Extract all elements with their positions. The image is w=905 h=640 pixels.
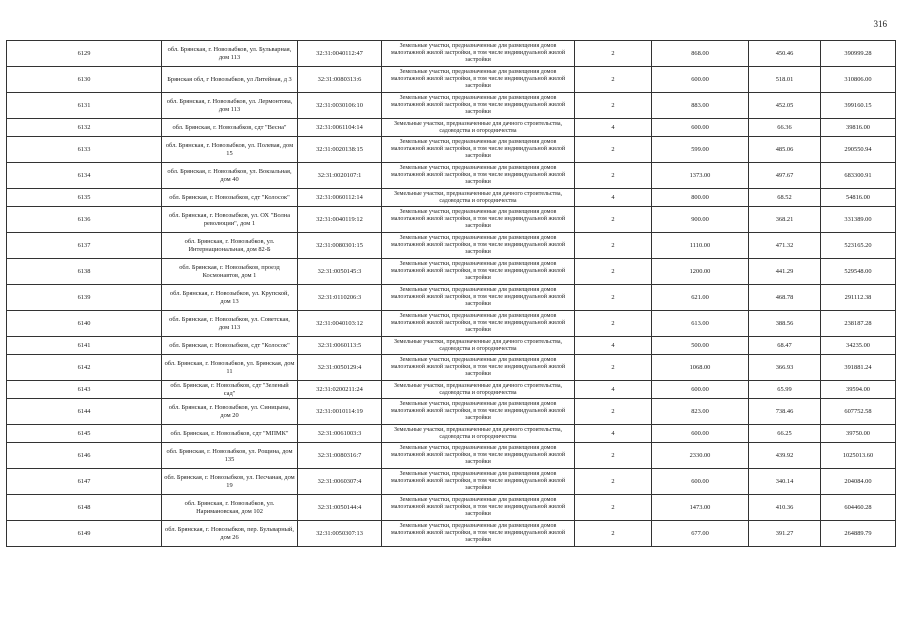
- cell-cadastral-value: 54816.00: [821, 189, 896, 207]
- cell-row-number: 6147: [7, 469, 162, 495]
- cell-address: обл. Брянская, г. Новозыбков, сдт "Колосок": [162, 337, 298, 355]
- cell-row-number: 6135: [7, 189, 162, 207]
- cell-row-number: 6136: [7, 207, 162, 233]
- table-row: [7, 337, 896, 355]
- cell-address: обл. Брянская, г. Новозыбков, ул. Крупской, дом 13: [162, 285, 298, 311]
- cell-cadastral-number: 32:31:0040103:12: [298, 311, 382, 337]
- cell-cadastral-number: 32:31:0050307:13: [298, 521, 382, 547]
- cell-land-use: Земельные участки, предназначенные для размещения домов малоэтажной жилой застройки, в том числе индивидуальной жилой застройки: [382, 259, 575, 285]
- cell-cadastral-value: 399160.15: [821, 93, 896, 119]
- cell-land-use: Земельные участки, предназначенные для дачного строительства, садоводства и огородничества: [382, 189, 575, 207]
- cell-cadastral-number: 32:31:0040112:47: [298, 41, 382, 67]
- cell-area: 1200.00: [652, 259, 749, 285]
- cell-address: обл. Брянская, г. Новозыбков, сдт "МПМК": [162, 425, 298, 443]
- cell-land-use: Земельные участки, предназначенные для размещения домов малоэтажной жилой застройки, в том числе индивидуальной жилой застройки: [382, 469, 575, 495]
- cell-area: 1473.00: [652, 495, 749, 521]
- cell-area: 599.00: [652, 137, 749, 163]
- cell-address: обл. Брянская, г. Новозыбков, сдт "Колосок": [162, 189, 298, 207]
- table-row: [7, 137, 896, 163]
- cell-land-use: Земельные участки, предназначенные для размещения домов малоэтажной жилой застройки, в том числе индивидуальной жилой застройки: [382, 521, 575, 547]
- cell-cadastral-value: 39750.00: [821, 425, 896, 443]
- cell-address: обл. Брянская, г. Новозыбков, ул. Бульварная, дом 113: [162, 41, 298, 67]
- cell-row-number: 6149: [7, 521, 162, 547]
- table-row: [7, 521, 896, 547]
- table-row: [7, 381, 896, 399]
- cell-row-number: 6142: [7, 355, 162, 381]
- cell-row-number: 6140: [7, 311, 162, 337]
- cell-group: 2: [575, 355, 652, 381]
- cell-row-number: 6138: [7, 259, 162, 285]
- table-row: [7, 425, 896, 443]
- cell-specific-value: 497.67: [749, 163, 821, 189]
- cell-group: 2: [575, 285, 652, 311]
- cell-address: обл. Брянская, г. Новозыбков, ул. Брянская, дом 11: [162, 355, 298, 381]
- cell-group: 2: [575, 259, 652, 285]
- cell-group: 2: [575, 311, 652, 337]
- cell-area: 600.00: [652, 469, 749, 495]
- table-body: [7, 41, 896, 547]
- cell-area: 500.00: [652, 337, 749, 355]
- cell-row-number: 6132: [7, 119, 162, 137]
- cell-row-number: 6143: [7, 381, 162, 399]
- cell-row-number: 6139: [7, 285, 162, 311]
- cell-address: обл. Брянская, г. Новозыбков, ул. Лермонтова, дом 113: [162, 93, 298, 119]
- cell-cadastral-number: 32:31:0061003:3: [298, 425, 382, 443]
- cell-group: 4: [575, 425, 652, 443]
- cell-row-number: 6146: [7, 443, 162, 469]
- cell-land-use: Земельные участки, предназначенные для размещения домов малоэтажной жилой застройки, в том числе индивидуальной жилой застройки: [382, 311, 575, 337]
- table-row: [7, 163, 896, 189]
- cell-land-use: Земельные участки, предназначенные для размещения домов малоэтажной жилой застройки, в том числе индивидуальной жилой застройки: [382, 41, 575, 67]
- cell-specific-value: 485.06: [749, 137, 821, 163]
- cell-group: 2: [575, 163, 652, 189]
- table-row: [7, 93, 896, 119]
- cell-specific-value: 391.27: [749, 521, 821, 547]
- cell-address: обл. Брянская, г. Новозыбков, пер. Бульварный, дом 26: [162, 521, 298, 547]
- cell-area: 621.00: [652, 285, 749, 311]
- cell-address: обл. Брянская, г. Новозыбков, ул. Полевая, дом 15: [162, 137, 298, 163]
- table-row: [7, 259, 896, 285]
- cell-address: обл. Брянская, г. Новозыбков, ул. Рощина, дом 135: [162, 443, 298, 469]
- cell-cadastral-number: 32:31:0050129:4: [298, 355, 382, 381]
- cell-land-use: Земельные участки, предназначенные для дачного строительства, садоводства и огородничества: [382, 425, 575, 443]
- cell-cadastral-value: 238187.28: [821, 311, 896, 337]
- cell-group: 2: [575, 41, 652, 67]
- cell-group: 2: [575, 233, 652, 259]
- cell-row-number: 6133: [7, 137, 162, 163]
- cell-area: 600.00: [652, 381, 749, 399]
- cell-row-number: 6131: [7, 93, 162, 119]
- cell-group: 2: [575, 207, 652, 233]
- cell-land-use: Земельные участки, предназначенные для размещения домов малоэтажной жилой застройки, в том числе индивидуальной жилой застройки: [382, 67, 575, 93]
- cell-land-use: Земельные участки, предназначенные для размещения домов малоэтажной жилой застройки, в том числе индивидуальной жилой застройки: [382, 163, 575, 189]
- cell-area: 1110.00: [652, 233, 749, 259]
- cell-cadastral-number: 32:31:0060307:4: [298, 469, 382, 495]
- cell-specific-value: 340.14: [749, 469, 821, 495]
- table-row: [7, 285, 896, 311]
- table-row: [7, 189, 896, 207]
- cell-area: 900.00: [652, 207, 749, 233]
- cell-area: 1068.00: [652, 355, 749, 381]
- cell-specific-value: 66.36: [749, 119, 821, 137]
- cell-group: 4: [575, 119, 652, 137]
- cell-land-use: Земельные участки, предназначенные для размещения домов малоэтажной жилой застройки, в том числе индивидуальной жилой застройки: [382, 495, 575, 521]
- cell-group: 2: [575, 521, 652, 547]
- cell-cadastral-number: 32:31:0020107:1: [298, 163, 382, 189]
- cell-cadastral-value: 39816.00: [821, 119, 896, 137]
- cell-group: 2: [575, 93, 652, 119]
- cell-group: 4: [575, 381, 652, 399]
- cell-specific-value: 471.32: [749, 233, 821, 259]
- cell-cadastral-value: 523165.20: [821, 233, 896, 259]
- cell-cadastral-value: 529548.00: [821, 259, 896, 285]
- cell-land-use: Земельные участки, предназначенные для размещения домов малоэтажной жилой застройки, в том числе индивидуальной жилой застройки: [382, 355, 575, 381]
- cell-row-number: 6137: [7, 233, 162, 259]
- table-row: [7, 495, 896, 521]
- cell-cadastral-value: 204084.00: [821, 469, 896, 495]
- cell-cadastral-value: 607752.58: [821, 399, 896, 425]
- cell-cadastral-value: 291112.38: [821, 285, 896, 311]
- table-row: [7, 469, 896, 495]
- cell-cadastral-number: 32:31:0010114:19: [298, 399, 382, 425]
- cell-specific-value: 450.46: [749, 41, 821, 67]
- cell-row-number: 6144: [7, 399, 162, 425]
- table-row: [7, 119, 896, 137]
- cell-area: 1373.00: [652, 163, 749, 189]
- cell-specific-value: 68.52: [749, 189, 821, 207]
- table-row: [7, 233, 896, 259]
- cell-address: обл. Брянская, г. Новозыбков, ул. Песчаная, дом 19: [162, 469, 298, 495]
- cell-cadastral-number: 32:31:0030106:10: [298, 93, 382, 119]
- cell-cadastral-value: 264889.79: [821, 521, 896, 547]
- cell-land-use: Земельные участки, предназначенные для размещения домов малоэтажной жилой застройки, в том числе индивидуальной жилой застройки: [382, 207, 575, 233]
- cell-area: 600.00: [652, 119, 749, 137]
- cell-cadastral-value: 604460.28: [821, 495, 896, 521]
- table-row: [7, 443, 896, 469]
- cell-address: обл. Брянская, г. Новозыбков, ул. Вокзальная, дом 40: [162, 163, 298, 189]
- cell-specific-value: 468.78: [749, 285, 821, 311]
- cell-group: 4: [575, 337, 652, 355]
- cell-cadastral-value: 39594.00: [821, 381, 896, 399]
- cell-area: 613.00: [652, 311, 749, 337]
- cell-cadastral-value: 391881.24: [821, 355, 896, 381]
- cell-cadastral-number: 32:31:0060112:14: [298, 189, 382, 207]
- cell-row-number: 6130: [7, 67, 162, 93]
- cell-cadastral-number: 32:31:0060113:5: [298, 337, 382, 355]
- cell-specific-value: 65.99: [749, 381, 821, 399]
- cell-address: обл. Брянская, г. Новозыбков, ул. Советская, дом 113: [162, 311, 298, 337]
- cell-address: обл. Брянская, г. Новозыбков, ул. ОХ "Волна революции", дом 1: [162, 207, 298, 233]
- cell-specific-value: 452.05: [749, 93, 821, 119]
- table-row: [7, 399, 896, 425]
- cell-row-number: 6148: [7, 495, 162, 521]
- cell-cadastral-number: 32:31:0080313:6: [298, 67, 382, 93]
- cell-area: 868.00: [652, 41, 749, 67]
- cell-area: 600.00: [652, 67, 749, 93]
- cell-cadastral-value: 331389.00: [821, 207, 896, 233]
- cell-land-use: Земельные участки, предназначенные для размещения домов малоэтажной жилой застройки, в том числе индивидуальной жилой застройки: [382, 137, 575, 163]
- cell-cadastral-number: 32:31:0080316:7: [298, 443, 382, 469]
- cell-specific-value: 68.47: [749, 337, 821, 355]
- cell-address: обл. Брянская, г. Новозыбков, проезд Космонавтов, дом 1: [162, 259, 298, 285]
- cell-land-use: Земельные участки, предназначенные для размещения домов малоэтажной жилой застройки, в том числе индивидуальной жилой застройки: [382, 233, 575, 259]
- page-number: 316: [873, 19, 887, 29]
- cell-specific-value: 439.92: [749, 443, 821, 469]
- cell-cadastral-number: 32:31:0040119:12: [298, 207, 382, 233]
- cell-row-number: 6145: [7, 425, 162, 443]
- cell-specific-value: 366.93: [749, 355, 821, 381]
- cell-specific-value: 66.25: [749, 425, 821, 443]
- cell-cadastral-number: 32:31:0050145:3: [298, 259, 382, 285]
- table-row: [7, 207, 896, 233]
- cell-land-use: Земельные участки, предназначенные для размещения домов малоэтажной жилой застройки, в том числе индивидуальной жилой застройки: [382, 93, 575, 119]
- cell-row-number: 6129: [7, 41, 162, 67]
- cell-cadastral-number: 32:31:0080301:15: [298, 233, 382, 259]
- cell-area: 823.00: [652, 399, 749, 425]
- cell-land-use: Земельные участки, предназначенные для дачного строительства, садоводства и огородничества: [382, 119, 575, 137]
- cell-cadastral-number: 32:31:0200211:24: [298, 381, 382, 399]
- cell-group: 4: [575, 189, 652, 207]
- cell-group: 2: [575, 137, 652, 163]
- cell-cadastral-value: 390999.28: [821, 41, 896, 67]
- cell-group: 2: [575, 399, 652, 425]
- cell-address: обл. Брянская, г. Новозыбков, сдт "Весна": [162, 119, 298, 137]
- cell-group: 2: [575, 67, 652, 93]
- cell-group: 2: [575, 469, 652, 495]
- cell-specific-value: 518.01: [749, 67, 821, 93]
- cell-cadastral-value: 290550.94: [821, 137, 896, 163]
- cell-specific-value: 441.29: [749, 259, 821, 285]
- cell-address: обл. Брянская, г. Новозыбков, сдт "Зеленый сад": [162, 381, 298, 399]
- cell-land-use: Земельные участки, предназначенные для дачного строительства, садоводства и огородничества: [382, 337, 575, 355]
- cell-cadastral-number: 32:31:0020138:15: [298, 137, 382, 163]
- cell-group: 2: [575, 443, 652, 469]
- cell-area: 2330.00: [652, 443, 749, 469]
- cell-area: 600.00: [652, 425, 749, 443]
- cell-cadastral-value: 683300.91: [821, 163, 896, 189]
- cell-cadastral-value: 34235.00: [821, 337, 896, 355]
- cell-address: обл. Брянская, г. Новозыбков, ул. Синицына, дом 20: [162, 399, 298, 425]
- cell-cadastral-number: 32:31:0050144:4: [298, 495, 382, 521]
- table-row: [7, 41, 896, 67]
- cell-area: 800.00: [652, 189, 749, 207]
- cell-area: 677.00: [652, 521, 749, 547]
- table-row: [7, 67, 896, 93]
- cell-cadastral-value: 310806.00: [821, 67, 896, 93]
- cell-area: 883.00: [652, 93, 749, 119]
- cell-row-number: 6134: [7, 163, 162, 189]
- cell-address: Брянская обл, г Новозыбков, ул Литейная, д 3: [162, 67, 298, 93]
- cell-land-use: Земельные участки, предназначенные для дачного строительства, садоводства и огородничества: [382, 381, 575, 399]
- cell-cadastral-number: 32:31:0110206:3: [298, 285, 382, 311]
- table-row: [7, 355, 896, 381]
- cell-address: обл. Брянская, г. Новозыбков, ул. Интернациональная, дом 82-Б: [162, 233, 298, 259]
- cell-group: 2: [575, 495, 652, 521]
- cell-land-use: Земельные участки, предназначенные для размещения домов малоэтажной жилой застройки, в том числе индивидуальной жилой застройки: [382, 399, 575, 425]
- cell-row-number: 6141: [7, 337, 162, 355]
- cell-land-use: Земельные участки, предназначенные для размещения домов малоэтажной жилой застройки, в том числе индивидуальной жилой застройки: [382, 443, 575, 469]
- table-row: [7, 311, 896, 337]
- cell-specific-value: 410.36: [749, 495, 821, 521]
- cell-specific-value: 388.56: [749, 311, 821, 337]
- cell-cadastral-value: 1025013.60: [821, 443, 896, 469]
- cell-specific-value: 738.46: [749, 399, 821, 425]
- land-parcels-table: [6, 40, 896, 547]
- cell-address: обл. Брянская, г. Новозыбков, ул. Наримановская, дом 102: [162, 495, 298, 521]
- cell-specific-value: 368.21: [749, 207, 821, 233]
- cell-land-use: Земельные участки, предназначенные для размещения домов малоэтажной жилой застройки, в том числе индивидуальной жилой застройки: [382, 285, 575, 311]
- cell-cadastral-number: 32:31:0061104:14: [298, 119, 382, 137]
